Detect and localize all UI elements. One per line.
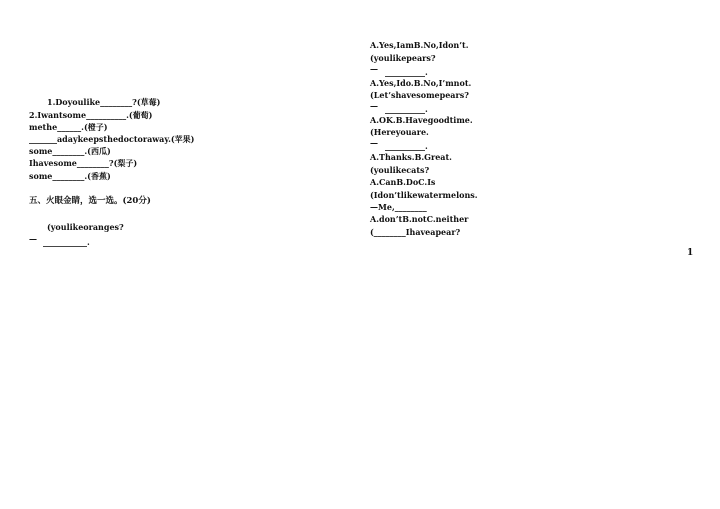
options-line-4: A.Thanks.B.Great.	[370, 152, 452, 162]
fill-in-item-7: some________.(香蕉)	[29, 171, 111, 181]
fill-in-item-4: _______adaykeepsthedoctoraway.(苹果)	[29, 134, 195, 144]
question-1: (youlikeoranges?	[47, 222, 124, 232]
fill-in-item-5: some________.(西瓜)	[29, 146, 111, 156]
options-line-5: A.CanB.DoC.Is	[370, 177, 436, 187]
fill-in-item-3: methe______.(橙子)	[29, 122, 108, 132]
answer-dash: —	[370, 101, 378, 111]
fill-in-item-2: 2.Iwantsome__________.(葡萄)	[29, 110, 153, 120]
question-line: (Idon’tlikewatermelons.	[370, 190, 478, 200]
options-line-6: A.don’tB.notC.neither	[370, 214, 469, 224]
options-line-1: A.Yes,IamB.No,Idon’t.	[370, 40, 469, 50]
answer-blank: __________.	[385, 104, 428, 114]
question-line: (youlikepears?	[370, 53, 436, 63]
options-line-2: A.Yes,Ido.B.No,I’mnot.	[370, 78, 472, 88]
fill-in-item-6: Ihavesome________?(梨子)	[29, 158, 138, 168]
answer-blank: __________.	[385, 141, 428, 151]
page-number: 1	[687, 248, 694, 258]
section-heading: 五、火眼金睛，选一选。(20分)	[29, 196, 151, 206]
answer-dash: —	[29, 234, 37, 244]
answer-blank: ___________.	[43, 237, 90, 247]
fill-in-item-1: 1.Doyoulike________?(草莓)	[47, 97, 161, 107]
answer-line: —Me,________	[370, 202, 427, 212]
options-line-3: A.OK.B.Havegoodtime.	[370, 115, 473, 125]
answer-blank: __________.	[385, 67, 428, 77]
question-line: (Let’shavesomepears?	[370, 90, 469, 100]
question-line: (Hereyouare.	[370, 127, 429, 137]
question-line: (________Ihaveapear?	[370, 227, 461, 237]
answer-dash: —	[370, 138, 378, 148]
question-line: (youlikecats?	[370, 165, 430, 175]
answer-dash: —	[370, 64, 378, 74]
